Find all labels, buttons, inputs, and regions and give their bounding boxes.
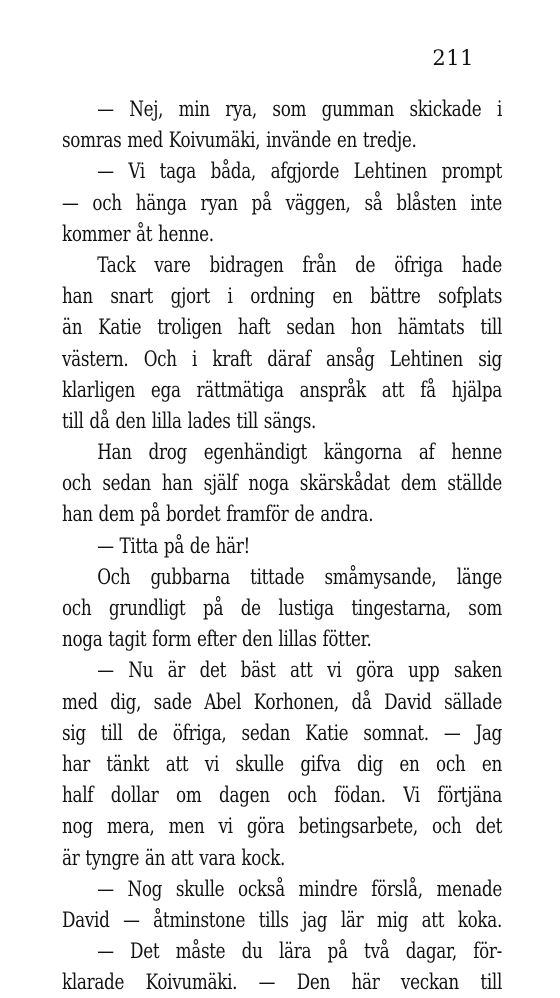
text-line: till då den lilla lades till sängs. <box>62 408 317 433</box>
body-text <box>62 94 502 998</box>
text-line: somras med Koivumäki, invände en tredje. <box>62 128 417 153</box>
text-line: Och gubbarna tittade småmysande, länge <box>97 564 502 589</box>
text-line: kommer åt henne. <box>62 221 214 246</box>
text-line: är tyngre än att vara kock. <box>62 845 286 870</box>
text-line: — Vi taga båda, afgjorde Lehtinen prompt <box>97 159 502 184</box>
text-line: klarligen ega rättmätiga anspråk att få hjälpa <box>62 377 502 402</box>
text-line: — Nog skulle också mindre förslå, menade <box>97 876 502 901</box>
text-line: — och hänga ryan på väggen, så blåsten inte <box>62 190 502 215</box>
text-line: sig till de öfriga, sedan Katie somnat. — Jag <box>62 720 502 745</box>
text-line: har tänkt att vi skulle gifva dig en och en <box>62 751 502 776</box>
text-line: — Det måste du lära på två dagar, för- <box>97 939 502 964</box>
text-line: och sedan han själf noga skärskådat dem ställde <box>62 471 502 496</box>
text-line: half dollar om dagen och födan. Vi förtjäna <box>62 783 502 808</box>
page-number: 211 <box>432 46 474 70</box>
text-line: han dem på bordet framför de andra. <box>62 502 374 527</box>
text-line: noga tagit form efter den lillas fötter. <box>62 627 372 652</box>
text-line: Tack vare bidragen från de öfriga hade <box>97 252 502 277</box>
text-line: nog mera, men vi göra betingsarbete, och det <box>62 814 502 839</box>
text-line: — Nu är det bäst att vi göra upp saken <box>97 658 502 683</box>
text-line: och grundligt på de lustiga tingestarna, som <box>62 596 502 620</box>
text-line: västern. Och i kraft däraf ansåg Lehtinen sig <box>62 346 502 371</box>
text-line: David — åtminstone tills jag lär mig att koka. <box>62 907 502 932</box>
text-line: han snart gjort i ordning en bättre sofplats <box>62 284 502 309</box>
text-line: Han drog egenhändigt kängorna af henne <box>97 440 502 465</box>
text-line: — Nej, min rya, som gumman skickade i <box>97 97 502 121</box>
text-line: — Titta på de här! <box>97 533 250 558</box>
text-line: med dig, sade Abel Korhonen, då David sällade <box>62 689 502 714</box>
text-line: än Katie troligen haft sedan hon hämtats till <box>62 315 502 340</box>
text-line: klarade Koivumäki. — Den här veckan till <box>62 970 502 995</box>
